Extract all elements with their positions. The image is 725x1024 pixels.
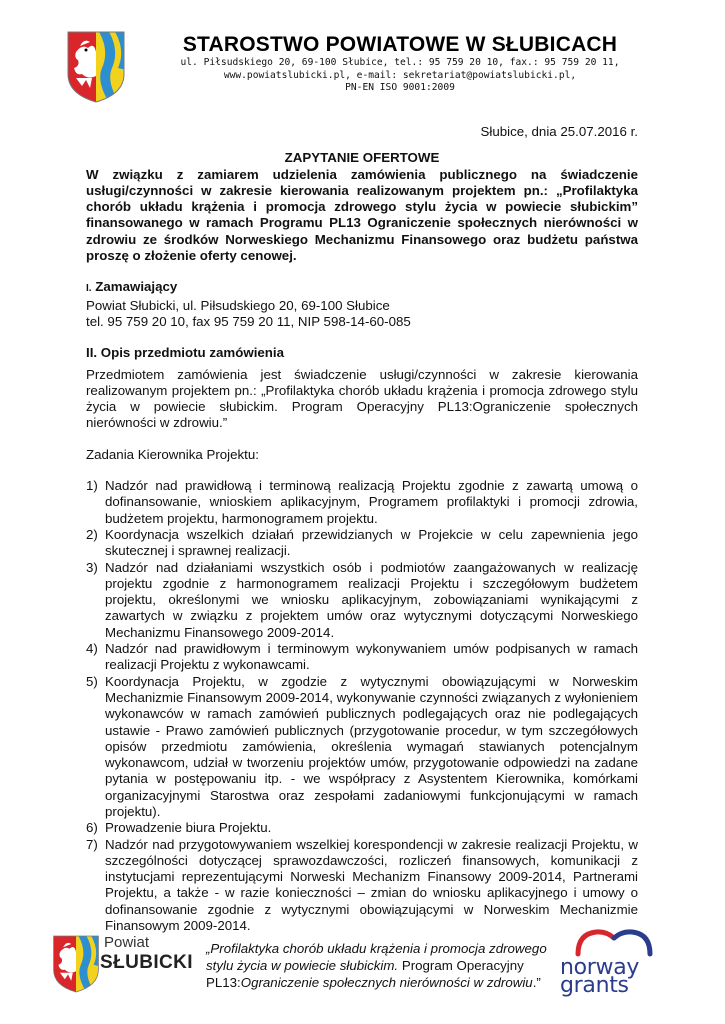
list-item-text: Koordynacja wszelkich działań przewidzianych w Projekcie w celu zapewnienia jego skutecznej i sprawnej realizacji. [105,526,638,559]
document-date: Słubice, dnia 25.07.2016 r. [480,124,638,139]
list-item-number: 7) [86,836,98,852]
contact-line: www.powiatslubicki.pl, e-mail: sekretariat@powiatslubicki.pl, [223,69,577,81]
list-item-number: 5) [86,673,98,689]
tasks-label: Zadania Kierownika Projektu: [86,446,259,462]
buyer-address: Powiat Słubicki, ul. Piłsudskiego 20, 69-100 Słubice [86,297,390,313]
list-item-text: Nadzór nad prawidłową i terminową realizacją Projektu zgodnie z zawartą umową o dofinansowanie, wnioskiem aplikacyjnym, Programem profilaktyki i promocji zdrowia, budżetem projektu, harmonogramem projektu. [105,478,638,526]
list-item [86,674,638,821]
list-item [86,837,638,935]
letterhead [0,0,725,120]
address-line: ul. Piłsudskiego 20, 69-100 Słubice, tel.: 95 759 20 10, fax.: 95 759 20 11, [180,57,620,68]
document-body [86,118,638,934]
list-item-text: Nadzór nad przygotowywaniem wszelkiej korespondencji w zakresie realizacji Projektu, w szczególności dotyczącej sprawozdawczości, rozliczeń finansowych, komunikacji z instytucjami reprezentującymi Norweski Mechanizm Finansowy 2009-2014, Partnerami Projektu, a także - w razie konieczności – zmian do wniosku aplikacyjnego i umowy o dofinansowanie zgodnie z wytycznymi obowiązującymi w Norweskim Mechanizmie Finansowym 2009-2014. [105,836,638,934]
footer [0,928,725,1024]
list-item [86,527,638,560]
list-item-text: Prowadzenie biura Projektu. [105,820,272,836]
list-item-number: 2) [86,526,98,542]
grants-label: grants [560,973,629,998]
quote-end: .” [532,975,541,990]
slubicki-label: SŁUBICKI [100,952,193,973]
list-item-number: 1) [86,478,98,494]
list-item [86,641,638,674]
section-1-number: I. [86,283,92,295]
section-1-title: Zamawiający [95,279,178,295]
intro-paragraph: W związku z zamiarem udzielenia zamówienia publicznego na świadczenie usługi/czynności w zakresie kierowania realizowanym projektem pn.: „Profilaktyka chorób układu krążenia i promocja zdrowego stylu życia w powiecie słubickim” finansowanego w ramach Programu PL13 Ograniczenie społecznych nierówności w zdrowiu ze środków Norweskiego Mechanizmu Finansowego oraz budżetu państwa proszę o złożenie oferty cenowej. [86,166,638,264]
section-2-paragraph: Przedmiotem zamówienia jest świadczenie usługi/czynności w zakresie kierowania realizowanym projektem pn.: „Profilaktyka chorób układu krążenia i promocja zdrowego stylu życia w powiecie słubickim. Program Operacyjny PL13:Ograniczenie społecznych nierówności w zdrowiu.” [86,366,638,431]
list-item [86,820,638,836]
norway-label: norway [560,955,640,980]
section-1-heading [86,279,638,297]
coat-of-arms-icon [52,934,100,994]
list-item-number: 4) [86,641,98,657]
coat-of-arms-icon [66,30,126,104]
powiat-label: Powiat [104,934,150,951]
iso-line: PN-EN ISO 9001:2009 [345,82,455,93]
institution-name: STAROSTWO POWIATOWE W SŁUBICACH [182,33,618,56]
list-item-number: 3) [86,559,98,575]
section-2-heading: II. Opis przedmiotu zamówienia [86,345,285,361]
list-item-text: Nadzór nad działaniami wszystkich osób i podmiotów zaangażowanych w realizację projektu zgodnie z harmonogramem realizacji Projektu i szczegółowym budżetem projektu, określonymi we wniosku aplikacyjnym, zobowiązaniami wynikającymi z zawartych w związku z projektem umów oraz wytycznymi dotyczącymi Norweskiego Mechanizmu Finansowego 2009-2014. [105,559,638,640]
list-item-number: 6) [86,820,98,836]
quote-title: „Profilaktyka chorób układu krążenia i promocja zdrowego stylu życia w powiecie słubickim. [206,941,547,973]
project-quote [206,940,556,991]
list-item [86,560,638,641]
quote-program: Program Operacyjny PL13: [206,958,524,990]
list-item [86,478,638,527]
quote-subtitle: Ograniczenie społecznych nierówności w zdrowiu [240,975,533,990]
buyer-contact: tel. 95 759 20 10, fax 95 759 20 11, NIP 598-14-60-085 [86,313,411,329]
list-item-text: Nadzór nad prawidłowym i terminowym wykonywaniem umów podpisanych w ramach realizacji Projektu z wykonawcami. [105,641,638,673]
tasks-list [86,478,638,934]
list-item-text: Koordynacja Projektu, w zgodzie z wytycznymi obowiązującymi w Norweskim Mechanizmie Finansowym 2009-2014, wykonywanie czynności związanych z wyłonieniem wykonawców w ramach zamówień publicznych podlegających oraz nie podlegających ustawie - Prawo zamówień publicznych (przygotowanie procedur, w tym szczegółowych opisów przedmiotu zamówienia, określenia wymagań stawianych potencjalnym wykonawcom, udział w tworzeniu projektów umów, przygotowanie odpowiedzi na zadane pytania w postępowaniu itp. - we współpracy z Asystentem Kierownika, komórkami organizacyjnymi Starostwa oraz zespołami zadaniowymi funkcjonującymi w ramach projektu). [105,673,638,819]
document-title: ZAPYTANIE OFERTOWE [284,150,440,166]
